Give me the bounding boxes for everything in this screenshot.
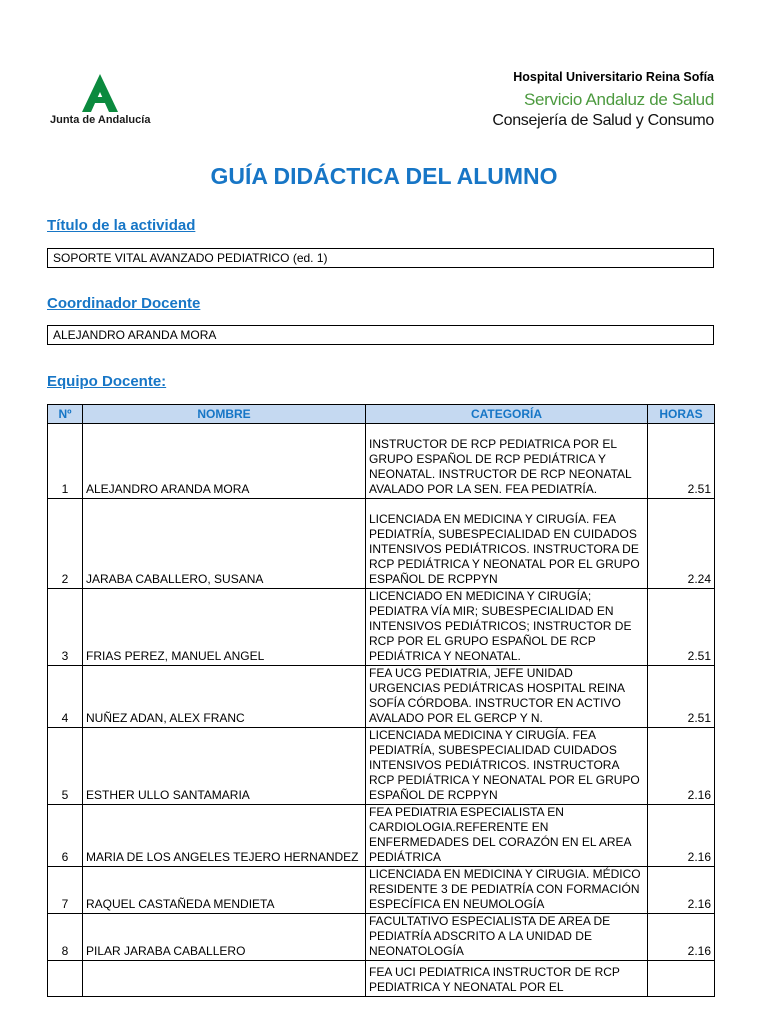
header-institution [492, 70, 714, 130]
column-header-hours: HORAS [648, 405, 715, 424]
row-category: LICENCIADA EN MEDICINA Y CIRUGÍA. FEA PEDIATRÍA, SUBESPECIALIDAD EN CUIDADOS INTENSIVOS PEDIÁTRICOS. INSTRUCTORA DE RCP PEDIÁTRICA Y NEONATAL POR EL GRUPO ESPAÑOL DE RCPPYN [366, 499, 648, 589]
row-category: LICENCIADA MEDICINA Y CIRUGÍA. FEA PEDIATRÍA, SUBESPECIALIDAD CUIDADOS INTENSIVOS PEDIÁTRICOS. INSTRUCTORA RCP PEDIÁTRICA Y NEONATAL POR EL GRUPO ESPAÑOL DE RCPPYN [366, 728, 648, 805]
junta-logo-icon [78, 70, 122, 114]
row-name: RAQUEL CASTAÑEDA MENDIETA [83, 867, 366, 914]
row-number: 6 [48, 805, 83, 867]
junta-andalucia-logo [46, 66, 156, 132]
row-hours: 2.16 [648, 805, 715, 867]
row-number: 2 [48, 499, 83, 589]
column-header-number: Nº [48, 405, 83, 424]
table-row [48, 499, 715, 589]
table-row [48, 805, 715, 867]
table-row [48, 914, 715, 961]
row-number: 1 [48, 424, 83, 499]
row-number: 4 [48, 666, 83, 728]
row-hours [648, 961, 715, 997]
row-hours: 2.16 [648, 914, 715, 961]
logo-text: Junta de Andalucía [50, 114, 151, 126]
row-name: PILAR JARABA CABALLERO [83, 914, 366, 961]
coordinator-value-box: ALEJANDRO ARANDA MORA [47, 325, 714, 345]
row-name: FRIAS PEREZ, MANUEL ANGEL [83, 589, 366, 666]
row-number [48, 961, 83, 997]
hospital-name: Hospital Universitario Reina Sofía [513, 70, 714, 84]
row-category: FEA UCI PEDIATRICA INSTRUCTOR DE RCP PEDIATRICA Y NEONATAL POR EL [366, 961, 648, 997]
table-row [48, 424, 715, 499]
row-category: FEA PEDIATRIA ESPECIALISTA EN CARDIOLOGIA.REFERENTE EN ENFERMEDADES DEL CORAZÓN EN EL AREA PEDIÁTRICA [366, 805, 648, 867]
row-hours: 2.51 [648, 666, 715, 728]
service-name: Servicio Andaluz de Salud [523, 90, 714, 109]
activity-section-title: Título de la actividad [47, 217, 196, 234]
row-name: JARABA CABALLERO, SUSANA [83, 499, 366, 589]
table-row [48, 867, 715, 914]
row-category: FACULTATIVO ESPECIALISTA DE AREA DE PEDIATRÍA ADSCRITO A LA UNIDAD DE NEONATOLOGÍA [366, 914, 648, 961]
row-hours: 2.51 [648, 589, 715, 666]
row-hours: 2.24 [648, 499, 715, 589]
page-title: GUÍA DIDÁCTICA DEL ALUMNO [210, 163, 558, 189]
row-name [83, 961, 366, 997]
row-hours: 2.16 [648, 728, 715, 805]
row-hours: 2.51 [648, 424, 715, 499]
row-number: 8 [48, 914, 83, 961]
table-row [48, 961, 715, 997]
team-table [47, 404, 715, 997]
table-row [48, 666, 715, 728]
row-name: ESTHER ULLO SANTAMARIA [83, 728, 366, 805]
table-row [48, 589, 715, 666]
table-header-row [48, 405, 715, 424]
row-name: ALEJANDRO ARANDA MORA [83, 424, 366, 499]
row-category: LICENCIADO EN MEDICINA Y CIRUGÍA; PEDIATRA VÍA MIR; SUBESPECIALIDAD EN INTENSIVOS PEDIÁTRICOS; INSTRUCTOR DE RCP POR EL GRUPO ESPAÑOL DE RCP PEDIÁTRICA Y NEONATAL. [366, 589, 648, 666]
row-hours: 2.16 [648, 867, 715, 914]
activity-value-box: SOPORTE VITAL AVANZADO PEDIATRICO (ed. 1) [47, 248, 714, 268]
column-header-category: CATEGORÍA [366, 405, 648, 424]
team-section-title: Equipo Docente: [47, 373, 167, 390]
row-category: INSTRUCTOR DE RCP PEDIATRICA POR EL GRUPO ESPAÑOL DE RCP PEDIÁTRICA Y NEONATAL. INSTRUCTOR DE RCP NEONATAL AVALADO POR LA SEN. FEA PEDIATRÍA. [366, 424, 648, 499]
column-header-name: NOMBRE [83, 405, 366, 424]
table-row [48, 728, 715, 805]
row-number: 3 [48, 589, 83, 666]
coordinator-section-title: Coordinador Docente [47, 295, 201, 312]
council-name: Consejería de Salud y Consumo [492, 112, 714, 129]
row-category: LICENCIADA EN MEDICINA Y CIRUGIA. MÉDICO RESIDENTE 3 DE PEDIATRÍA CON FORMACIÓN ESPECÍFICA EN NEUMOLOGÍA [366, 867, 648, 914]
row-category: FEA UCG PEDIATRIA, JEFE UNIDAD URGENCIAS PEDIÁTRICAS HOSPITAL REINA SOFÍA CÓRDOBA. INSTRUCTOR EN ACTIVO AVALADO POR EL GERCP Y N. [366, 666, 648, 728]
row-number: 5 [48, 728, 83, 805]
row-name: MARIA DE LOS ANGELES TEJERO HERNANDEZ [83, 805, 366, 867]
row-number: 7 [48, 867, 83, 914]
row-name: NUÑEZ ADAN, ALEX FRANC [83, 666, 366, 728]
